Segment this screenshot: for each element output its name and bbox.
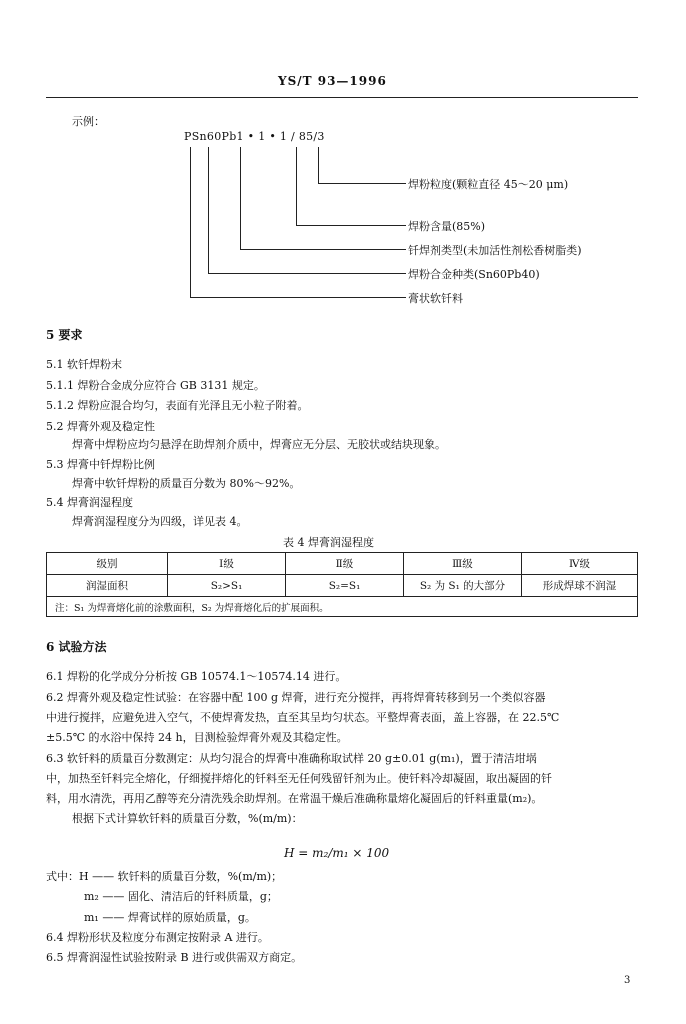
table-note: 注：S₁ 为焊膏熔化前的涂敷面积，S₂ 为焊膏熔化后的扩展面积。 bbox=[47, 597, 638, 617]
section-5-heading: 5 要求 bbox=[46, 328, 83, 342]
example-item-flux-type: 钎焊剂类型(未加活性剂松香树脂类) bbox=[408, 244, 582, 257]
formula: H = m₂/m₁ × 100 bbox=[284, 846, 390, 860]
section-6-2-line-3: ±5.5℃ 的水浴中保持 24 h，目测检验焊膏外观及其稳定性。 bbox=[46, 731, 348, 744]
section-5-1-1: 5.1.1 焊粉合金成分应符合 GB 3131 规定。 bbox=[46, 379, 265, 392]
section-5-1-2: 5.1.2 焊粉应混合均匀，表面有光泽且无小粒子附着。 bbox=[46, 399, 309, 412]
table-4-caption: 表 4 焊膏润湿程度 bbox=[283, 536, 374, 549]
table-row bbox=[47, 575, 638, 597]
section-5-3: 5.3 焊膏中钎焊粉比例 bbox=[46, 458, 155, 471]
table-cell: S₂=S₁ bbox=[286, 575, 404, 597]
section-6-5: 6.5 焊膏润湿性试验按附录 B 进行或供需双方商定。 bbox=[46, 951, 303, 964]
example-label: 示例： bbox=[72, 115, 105, 128]
section-5-4-text: 焊膏润湿程度分为四级，详见表 4。 bbox=[72, 515, 248, 528]
connector-h-1 bbox=[318, 183, 406, 184]
connector-line-5 bbox=[318, 147, 319, 183]
table-cell: S₂>S₁ bbox=[168, 575, 286, 597]
connector-line-3 bbox=[240, 147, 241, 249]
table-row-label: 润湿面积 bbox=[47, 575, 168, 597]
where-m2: m₂ —— 固化、清洁后的钎料质量，g； bbox=[84, 890, 278, 903]
section-5-4: 5.4 焊膏润湿程度 bbox=[46, 496, 133, 509]
section-6-3-line-2: 中，加热至钎料完全熔化，仔细搅拌熔化的钎料至无任何残留钎剂为止。使钎料冷却凝固，取出凝固的钎 bbox=[46, 772, 552, 785]
section-6-2-line-2: 中进行搅拌，应避免进入空气，不使焊膏发热，直至其呈均匀状态。平整焊膏表面，盖上容器，在 22.5℃ bbox=[46, 711, 560, 724]
section-6-3-line-3: 料，用水清洗，再用乙醇等充分清洗残余助焊剂。在常温干燥后准确称量熔化凝固后的钎料重量(m₂)。 bbox=[46, 792, 543, 805]
table-header-cell: Ⅰ级 bbox=[168, 553, 286, 575]
connector-h-5 bbox=[190, 297, 406, 298]
page-number: 3 bbox=[624, 975, 631, 986]
example-item-particle-size: 焊粉粒度(颗粒直径 45～20 μm) bbox=[408, 178, 569, 191]
connector-line-4 bbox=[296, 147, 297, 225]
table-header-row bbox=[47, 553, 638, 575]
where-m1: m₁ —— 焊膏试样的原始质量，g。 bbox=[84, 911, 256, 924]
section-5-2-text: 焊膏中焊粉应均匀悬浮在助焊剂介质中，焊膏应无分层、无胶状或结块现象。 bbox=[72, 438, 446, 451]
example-item-alloy-type: 焊粉合金种类(Sn60Pb40) bbox=[408, 268, 540, 281]
table-header-cell: Ⅲ级 bbox=[404, 553, 522, 575]
table-note-row bbox=[47, 597, 638, 617]
section-6-3-line-4: 根据下式计算软钎料的质量百分数，%(m/m)： bbox=[72, 812, 303, 825]
section-6-3-line-1: 6.3 软钎料的质量百分数测定：从均匀混合的焊膏中准确称取试样 20 g±0.01 g(m₁)，置于清洁坩埚 bbox=[46, 752, 537, 765]
example-item-powder-content: 焊粉含量(85%) bbox=[408, 220, 486, 233]
connector-h-3 bbox=[240, 249, 406, 250]
table-header-cell: 级别 bbox=[47, 553, 168, 575]
section-6-4: 6.4 焊粉形状及粒度分布测定按附录 A 进行。 bbox=[46, 931, 269, 944]
section-6-2-line-1: 6.2 焊膏外观及稳定性试验：在容器中配 100 g 焊膏，进行充分搅拌，再将焊膏转移到另一个类似容器 bbox=[46, 691, 546, 704]
connector-line-1 bbox=[190, 147, 191, 297]
example-code: PSn60Pb1 • 1 • 1 / 85/3 bbox=[184, 130, 325, 143]
section-6-heading: 6 试验方法 bbox=[46, 640, 107, 654]
standard-number: YS/T 93—1996 bbox=[278, 74, 387, 88]
connector-h-4 bbox=[208, 273, 406, 274]
table-header-cell: Ⅳ级 bbox=[522, 553, 638, 575]
table-cell: 形成焊球不润湿 bbox=[522, 575, 638, 597]
section-5-1: 5.1 软钎焊粉末 bbox=[46, 358, 122, 371]
table-cell: S₂ 为 S₁ 的大部分 bbox=[404, 575, 522, 597]
section-6-1: 6.1 焊粉的化学成分分析按 GB 10574.1～10574.14 进行。 bbox=[46, 670, 347, 683]
section-5-3-text: 焊膏中软钎焊粉的质量百分数为 80%～92%。 bbox=[72, 477, 301, 490]
example-item-paste-solder: 膏状软钎料 bbox=[408, 292, 463, 305]
connector-line-2 bbox=[208, 147, 209, 273]
table-header-cell: Ⅱ级 bbox=[286, 553, 404, 575]
section-5-2: 5.2 焊膏外观及稳定性 bbox=[46, 420, 155, 433]
where-h: 式中：H —— 软钎料的质量百分数，%(m/m)； bbox=[46, 870, 283, 883]
connector-h-2 bbox=[296, 225, 406, 226]
header-rule bbox=[46, 97, 638, 98]
wetting-degree-table bbox=[46, 552, 638, 617]
